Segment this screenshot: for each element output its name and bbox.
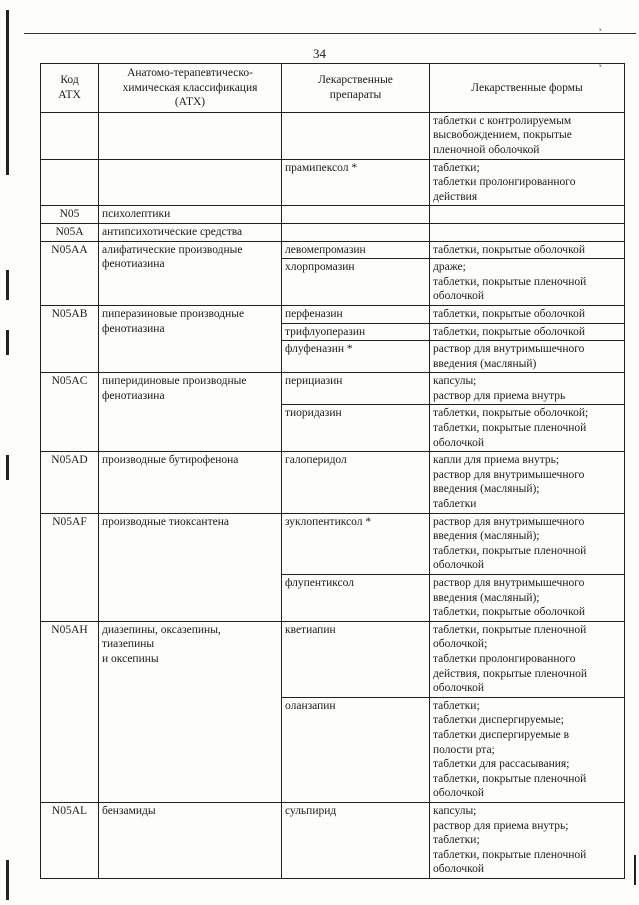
row-forms: таблетки; таблетки диспергируемые; таблетки диспергируемые в полости рта; таблетки для рассасывания; таблетки, покрытые пленочной оболочкой [430,697,625,802]
header-classification: Анатомо-терапевтическо- химическая классификация (АТХ) [99,64,282,113]
row-drug: хлорпромазин [282,259,430,306]
binding-mark-left-mid3 [6,455,9,480]
row-classification [99,159,282,206]
row-classification: производные бутирофенона [99,452,282,513]
binding-mark-left-bottom [6,860,9,900]
row-code [41,159,99,206]
row-classification: бензамиды [99,802,282,878]
row-forms: раствор для внутримышечного введения (масляный) [430,341,625,373]
row-drug: сульпирид [282,802,430,878]
table-row [41,112,625,159]
row-drug: флупентиксол [282,575,430,622]
row-drug [282,112,430,159]
row-forms: таблетки; таблетки пролонгированного действия [430,159,625,206]
row-drug: галоперидол [282,452,430,513]
row-code: N05AB [41,305,99,372]
table-row [41,305,625,323]
row-drug: прамипексол * [282,159,430,206]
row-classification: психолептики [99,206,282,224]
corner-mark-top: ₓ [599,22,602,32]
row-forms: раствор для внутримышечного введения (масляный); таблетки, покрытые пленочной оболочкой [430,513,625,574]
table-row [41,223,625,241]
binding-mark-left-top [6,10,9,175]
row-code [41,112,99,159]
row-forms: таблетки, покрытые пленочной оболочкой; таблетки пролонгированного действия, покрытые пленочной оболочкой [430,621,625,697]
table-header-row [41,64,625,113]
row-drug: перфеназин [282,305,430,323]
binding-mark-left-mid2 [6,330,9,355]
row-forms [430,206,625,224]
row-drug: левомепромазин [282,241,430,259]
header-code: Код АТХ [41,64,99,113]
row-code: N05AL [41,802,99,878]
row-drug: кветиапин [282,621,430,697]
row-code: N05AF [41,513,99,621]
row-code: N05A [41,223,99,241]
row-classification [99,112,282,159]
row-classification: пиперидиновые производные фенотиазина [99,373,282,452]
row-drug: флуфеназин * [282,341,430,373]
corner-mark-table: ₓ [599,58,602,68]
table-row [41,159,625,206]
header-forms: Лекарственные формы [430,64,625,113]
row-classification: пиперазиновые производные фенотиазина [99,305,282,372]
row-drug: тиоридазин [282,405,430,452]
table-row [41,241,625,259]
row-classification: антипсихотические средства [99,223,282,241]
table-row [41,452,625,513]
binding-mark-left-mid1 [6,270,9,300]
table-row [41,373,625,405]
row-forms: таблетки, покрытые оболочкой; таблетки, покрытые пленочной оболочкой [430,405,625,452]
row-forms: капли для приема внутрь; раствор для внутримышечного введения (масляный); таблетки [430,452,625,513]
drug-table [40,63,625,879]
header-drugs: Лекарственные препараты [282,64,430,113]
table-row [41,513,625,574]
row-classification: алифатические производные фенотиазина [99,241,282,305]
row-code: N05AD [41,452,99,513]
row-drug: оланзапин [282,697,430,802]
row-classification: диазепины, оксазепины, тиазепины и оксепины [99,621,282,802]
row-forms: таблетки с контролируемым высвобождением, покрытые пленочной оболочкой [430,112,625,159]
row-code: N05 [41,206,99,224]
row-classification: производные тиоксантена [99,513,282,621]
row-forms: капсулы; раствор для приема внутрь [430,373,625,405]
row-drug: зуклопентиксол * [282,513,430,574]
row-forms: раствор для внутримышечного введения (масляный); таблетки, покрытые оболочкой [430,575,625,622]
row-drug [282,206,430,224]
row-forms: капсулы; раствор для приема внутрь; таблетки; таблетки, покрытые пленочной оболочкой [430,802,625,878]
top-rule [24,33,636,34]
table-row [41,802,625,878]
table-row [41,206,625,224]
row-drug [282,223,430,241]
row-forms: драже; таблетки, покрытые пленочной оболочкой [430,259,625,306]
row-drug: трифлуоперазин [282,323,430,341]
row-forms: таблетки, покрытые оболочкой [430,323,625,341]
row-code: N05AC [41,373,99,452]
row-forms: таблетки, покрытые оболочкой [430,305,625,323]
row-code: N05AH [41,621,99,802]
table-row [41,621,625,697]
binding-mark-right [634,855,636,885]
row-forms: таблетки, покрытые оболочкой [430,241,625,259]
row-forms [430,223,625,241]
row-code: N05AA [41,241,99,305]
row-drug: перициазин [282,373,430,405]
page-number: 34 [313,46,326,61]
